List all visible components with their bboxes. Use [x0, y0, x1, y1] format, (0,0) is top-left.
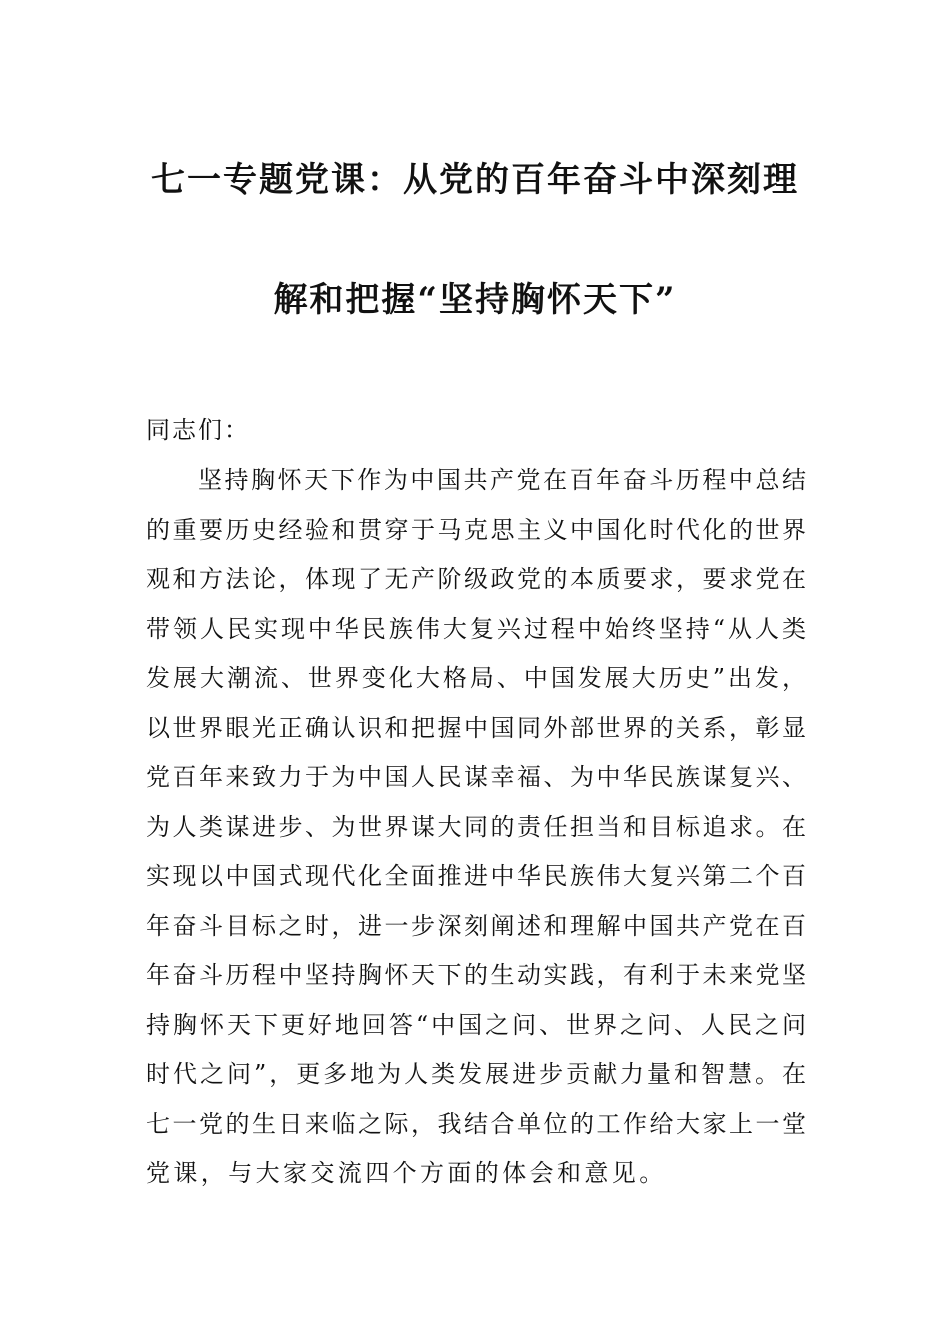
paragraph-line: 发展大潮流、世界变化大格局、中国发展大历史”出发，: [146, 664, 806, 692]
paragraph-line: 实现以中国式现代化全面推进中华民族伟大复兴第二个百: [146, 862, 806, 890]
document-title-line-1: 七一专题党课：从党的百年奋斗中深刻理: [151, 160, 799, 200]
paragraph-line: 七一党的生日来临之际，我结合单位的工作给大家上一堂: [146, 1109, 806, 1138]
paragraph-line: 党课，与大家交流四个方面的体会和意见。: [146, 1159, 667, 1187]
paragraph-line: 以世界眼光正确认识和把握中国同外部世界的关系，彰显: [146, 713, 806, 742]
document-title-line-2: 解和把握“坚持胸怀天下”: [273, 280, 677, 320]
paragraph-line: 坚持胸怀天下作为中国共产党在百年奋斗历程中总结: [198, 466, 806, 494]
paragraph-line: 持胸怀天下更好地回答“中国之问、世界之问、人民之问: [146, 1010, 806, 1039]
paragraph-line: 年奋斗目标之时，进一步深刻阐述和理解中国共产党在百: [146, 911, 806, 940]
paragraph-line: 时代之问”，更多地为人类发展进步贡献力量和智慧。在: [146, 1060, 806, 1088]
paragraph-line: 党百年来致力于为中国人民谋幸福、为中华民族谋复兴、: [146, 763, 806, 791]
paragraph-line: 带领人民实现中华民族伟大复兴过程中始终坚持“从人类: [146, 614, 806, 643]
salutation: 同志们：: [146, 416, 250, 444]
paragraph-line: 观和方法论，体现了无产阶级政党的本质要求，要求党在: [146, 565, 806, 593]
paragraph-line: 为人类谋进步、为世界谋大同的责任担当和目标追求。在: [146, 812, 806, 841]
body-paragraph: [146, 462, 806, 1205]
paragraph-line: 的重要历史经验和贯穿于马克思主义中国化时代化的世界: [146, 515, 806, 544]
paragraph-line: 年奋斗历程中坚持胸怀天下的生动实践，有利于未来党坚: [146, 961, 806, 989]
